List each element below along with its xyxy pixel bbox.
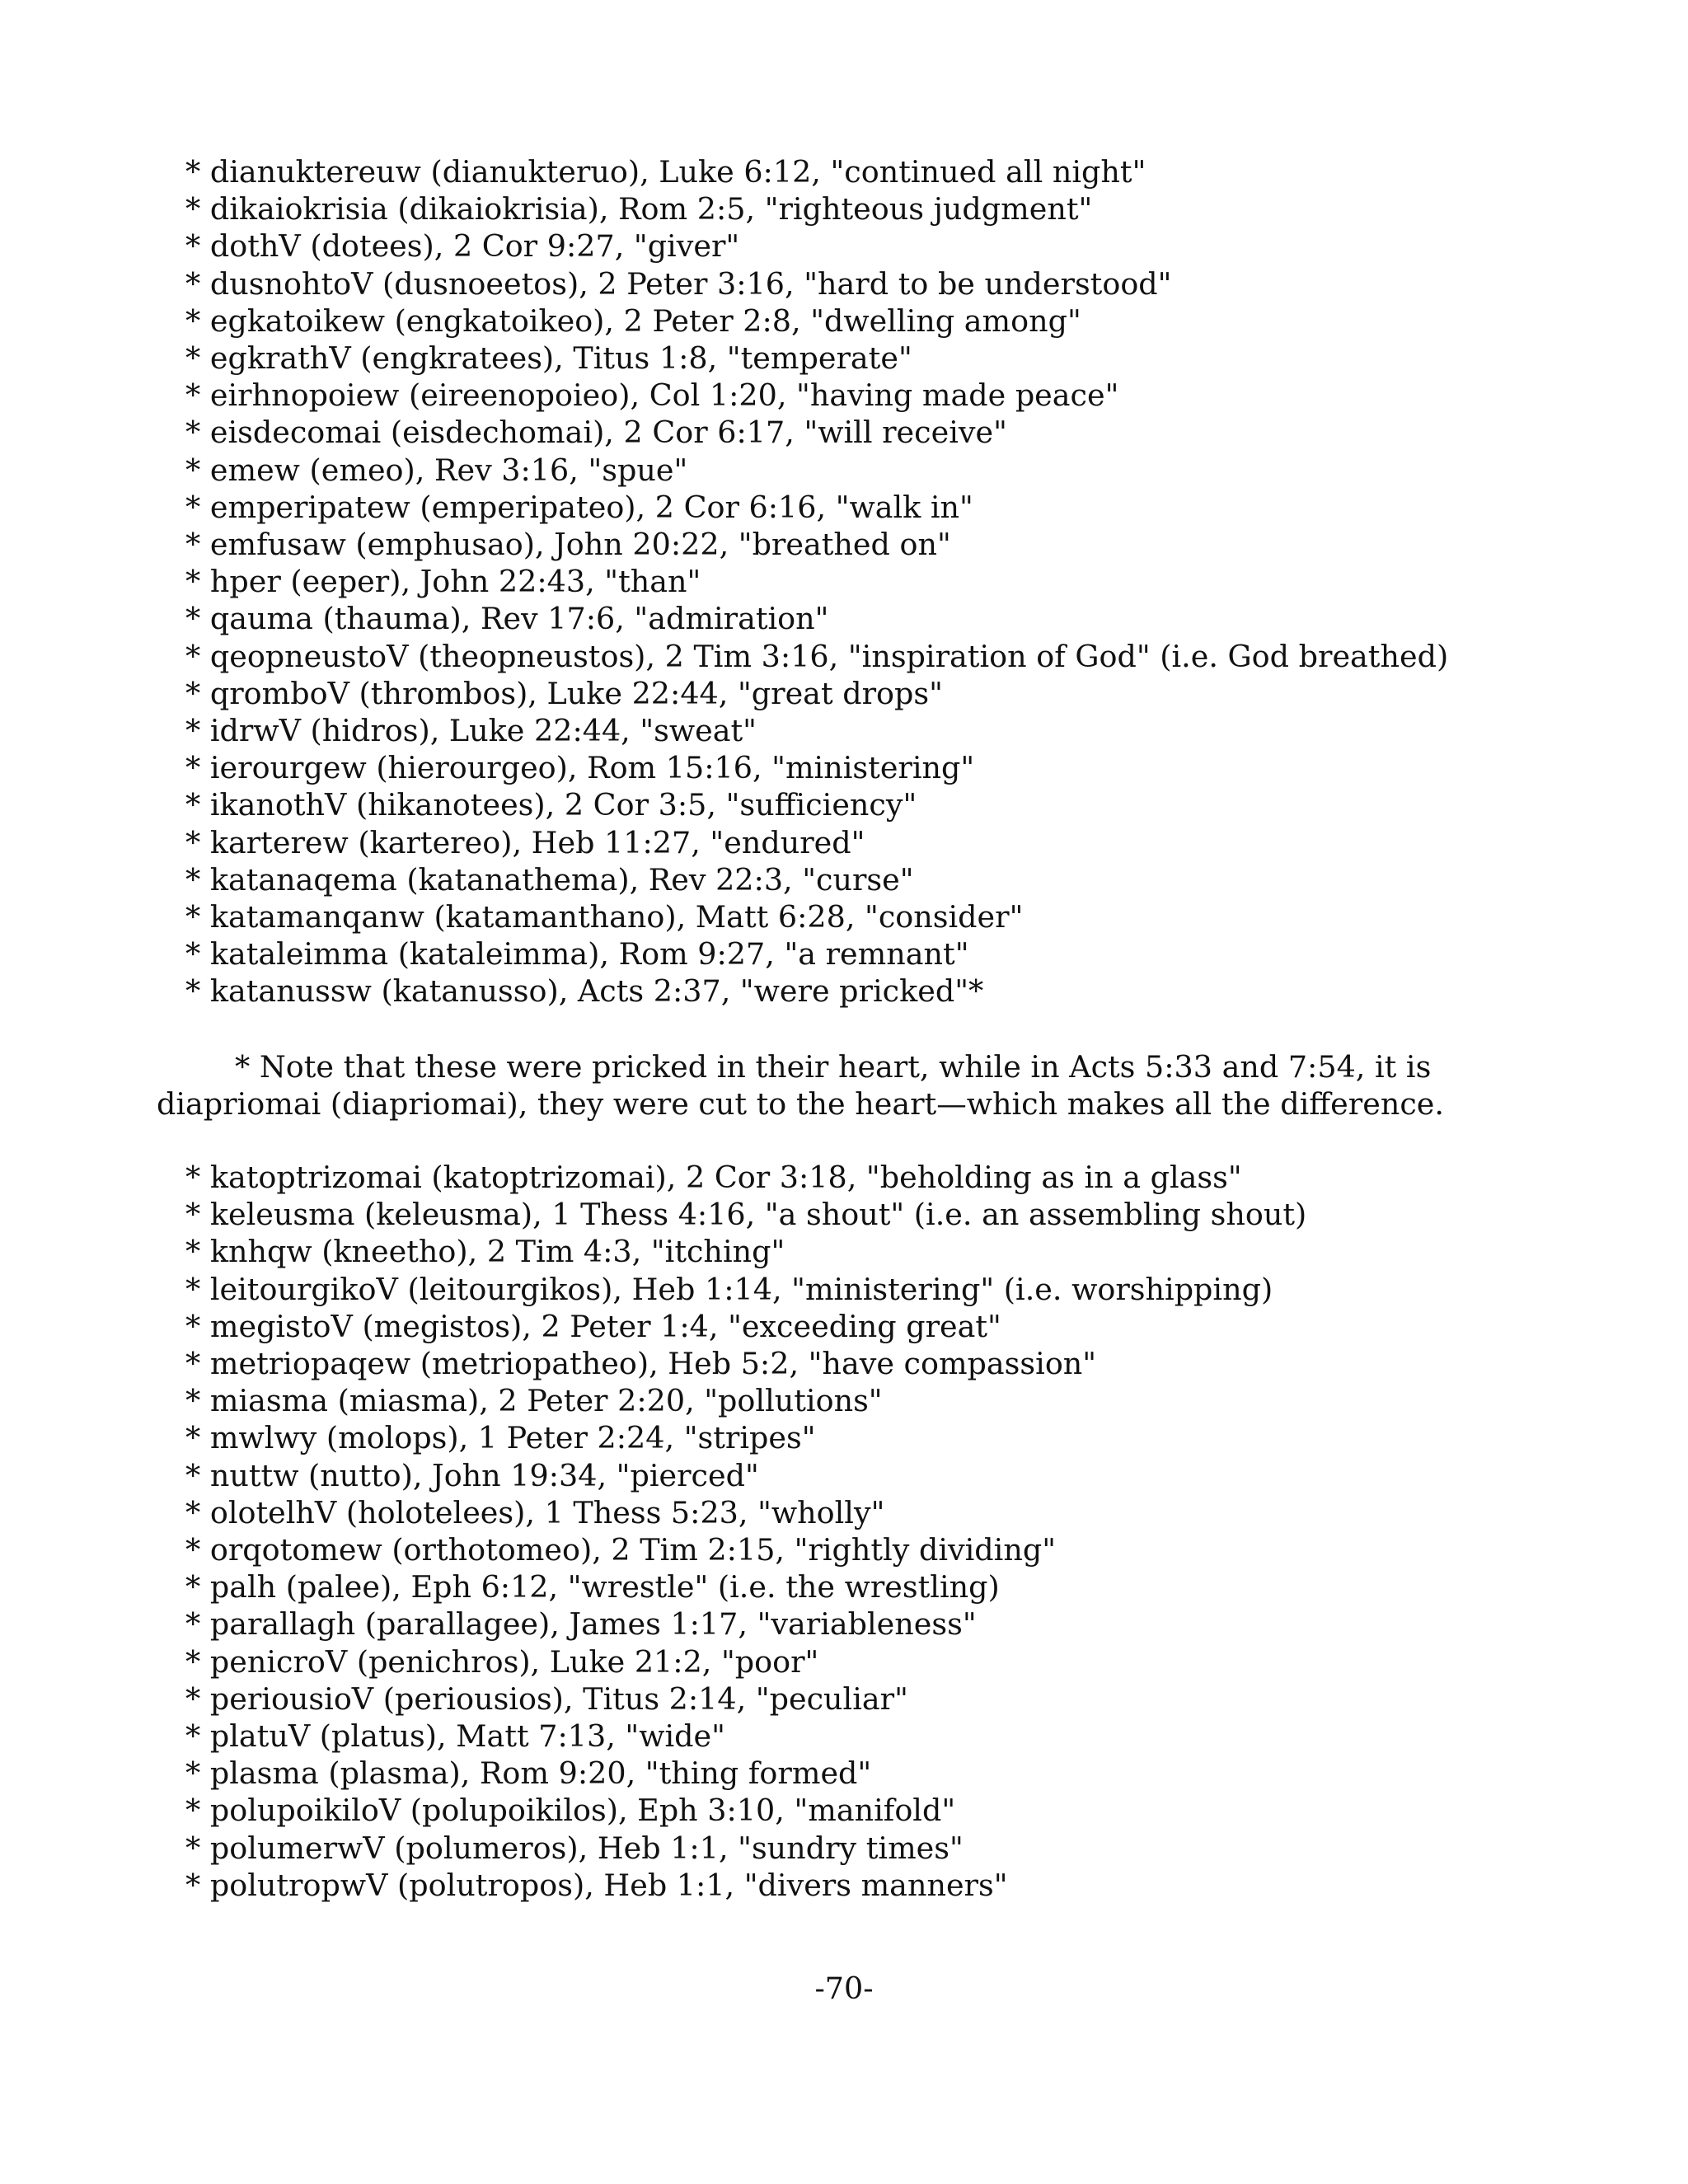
list-item: * penicroV (penichros), Luke 21:2, "poor" bbox=[185, 1643, 819, 1680]
footnote-paragraph: * Note that these were pricked in their heart, while in Acts 5:33 and 7:54, it is diapriomai (diapriomai), they were cut to the heart—which makes all the difference. bbox=[157, 1049, 1444, 1122]
list-item: * dikaiokrisia (dikaiokrisia), Rom 2:5, "righteous judgment" bbox=[185, 191, 1093, 227]
list-item: * emfusaw (emphusao), John 20:22, "breathed on" bbox=[185, 527, 951, 563]
list-item: * qauma (thauma), Rev 17:6, "admiration" bbox=[185, 601, 829, 637]
list-item: * qromboV (thrombos), Luke 22:44, "great drops" bbox=[185, 675, 943, 711]
list-item: * mwlwy (molops), 1 Peter 2:24, "stripes" bbox=[185, 1420, 816, 1456]
list-item: * platuV (platus), Matt 7:13, "wide" bbox=[185, 1718, 725, 1755]
list-item: * keleusma (keleusma), 1 Thess 4:16, "a shout" (i.e. an assembling shout) bbox=[185, 1197, 1307, 1233]
list-item: * nuttw (nutto), John 19:34, "pierced" bbox=[185, 1457, 759, 1493]
list-item: * orqotomew (orthotomeo), 2 Tim 2:15, "rightly dividing" bbox=[185, 1532, 1057, 1568]
list-item: * katamanqanw (katamanthano), Matt 6:28, "consider" bbox=[185, 899, 1024, 935]
list-item: * parallagh (parallagee), James 1:17, "variableness" bbox=[185, 1606, 977, 1643]
list-item: * katoptrizomai (katoptrizomai), 2 Cor 3:18, "beholding as in a glass" bbox=[185, 1160, 1242, 1195]
list-item: * polupoikiloV (polupoikilos), Eph 3:10, "manifold" bbox=[185, 1793, 956, 1829]
list-item: * katanussw (katanusso), Acts 2:37, "were pricked"* bbox=[185, 973, 984, 1010]
list-item: * emew (emeo), Rev 3:16, "spue" bbox=[185, 452, 688, 488]
page-number: -70- bbox=[814, 1971, 874, 2006]
list-item: * qeopneustoV (theopneustos), 2 Tim 3:16, "inspiration of God" (i.e. God breathed) bbox=[185, 638, 1449, 674]
list-item: * polumerwV (polumeros), Heb 1:1, "sundry times" bbox=[185, 1830, 964, 1866]
list-item: * eirhnopoiew (eireenopoieo), Col 1:20, "having made peace" bbox=[185, 377, 1119, 414]
list-item: * knhqw (kneetho), 2 Tim 4:3, "itching" bbox=[185, 1234, 785, 1270]
list-item: * egkatoikew (engkatoikeo), 2 Peter 2:8, "dwelling among" bbox=[185, 302, 1081, 339]
list-item: * egkrathV (engkratees), Titus 1:8, "temperate" bbox=[185, 340, 912, 377]
list-item: * kataleimma (kataleimma), Rom 9:27, "a remnant" bbox=[185, 936, 969, 972]
list-item: * palh (palee), Eph 6:12, "wrestle" (i.e. the wrestling) bbox=[185, 1569, 1000, 1605]
list-item: * emperipatew (emperipateo), 2 Cor 6:16, "walk in" bbox=[185, 489, 973, 525]
list-item: * megistoV (megistos), 2 Peter 1:4, "exceeding great" bbox=[185, 1308, 1001, 1344]
list-item: * plasma (plasma), Rom 9:20, "thing formed" bbox=[185, 1755, 872, 1792]
word-list-part-2 bbox=[185, 1159, 1306, 1904]
list-item: * leitourgikoV (leitourgikos), Heb 1:14, "ministering" (i.e. worshipping) bbox=[185, 1271, 1273, 1307]
list-item: * katanaqema (katanathema), Rev 22:3, "curse" bbox=[185, 861, 914, 898]
list-item: * eisdecomai (eisdechomai), 2 Cor 6:17, "will receive" bbox=[185, 415, 1007, 451]
list-item: * polutropwV (polutropos), Heb 1:1, "divers manners" bbox=[185, 1867, 1008, 1903]
list-item: * dusnohtoV (dusnoeetos), 2 Peter 3:16, "hard to be understood" bbox=[185, 265, 1172, 302]
list-item: * karterew (kartereo), Heb 11:27, "endured" bbox=[185, 824, 865, 860]
list-item: * olotelhV (holotelees), 1 Thess 5:23, "wholly" bbox=[185, 1494, 885, 1530]
list-item: * miasma (miasma), 2 Peter 2:20, "pollutions" bbox=[185, 1383, 883, 1419]
list-item: * dothV (dotees), 2 Cor 9:27, "giver" bbox=[185, 228, 740, 265]
list-item: * periousioV (periousios), Titus 2:14, "peculiar" bbox=[185, 1680, 908, 1717]
list-item: * metriopaqew (metriopatheo), Heb 5:2, "have compassion" bbox=[185, 1346, 1097, 1382]
list-item: * idrwV (hidros), Luke 22:44, "sweat" bbox=[185, 713, 757, 749]
word-list-part-1 bbox=[185, 153, 1448, 1010]
list-item: * dianuktereuw (dianukteruo), Luke 6:12, "continued all night" bbox=[185, 154, 1146, 190]
list-item: * ierourgew (hierourgeo), Rom 15:16, "ministering" bbox=[185, 750, 975, 786]
list-item: * ikanothV (hikanotees), 2 Cor 3:5, "sufficiency" bbox=[185, 787, 917, 823]
list-item: * hper (eeper), John 22:43, "than" bbox=[185, 564, 701, 600]
